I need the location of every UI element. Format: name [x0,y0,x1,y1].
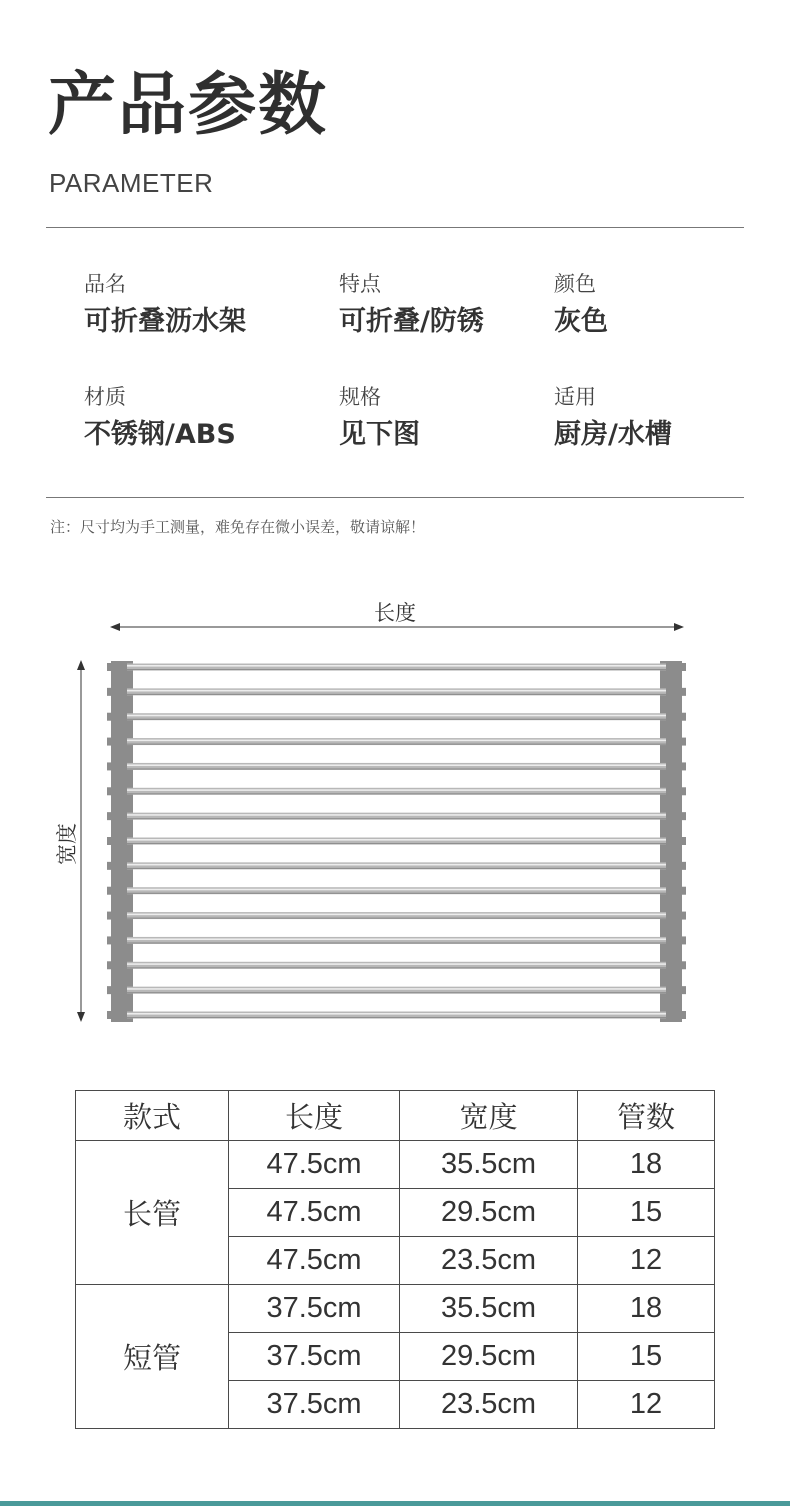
tube-shadow [127,918,666,919]
tube-shadow [127,669,666,670]
param-spec-value: 见下图 [339,419,420,450]
width-cell: 29.5cm [400,1333,578,1381]
drying-rack [107,661,686,1022]
length-cell: 37.5cm [229,1381,400,1429]
header-length: 长度 [229,1091,400,1141]
header-tubes: 管数 [578,1091,715,1141]
left-end-notch [107,986,113,994]
tube-shadow [127,868,666,869]
param-usage-label: 适用 [554,385,596,409]
left-end-notch [107,812,113,820]
tube-shadow [127,818,666,819]
tubes-cell: 18 [578,1141,715,1189]
tube-highlight [127,789,666,791]
tube-highlight [127,764,666,766]
table-row [76,1141,715,1189]
table-header-row [76,1091,715,1141]
right-end-notch [680,912,686,920]
bottom-accent-bar [0,1501,790,1506]
param-feature-value: 可折叠/防锈 [339,306,484,337]
tube-shadow [127,942,666,943]
length-cell: 47.5cm [229,1237,400,1285]
left-end-notch [107,862,113,870]
param-usage-value: 厨房/水槽 [554,419,672,450]
tubes-cell: 15 [578,1333,715,1381]
right-end-notch [680,713,686,721]
param-material-value: 不锈钢/ABS [84,419,236,450]
tube-shadow [127,768,666,769]
right-end-notch [680,1011,686,1019]
param-color-value: 灰色 [554,306,608,337]
width-arrow [77,660,85,1022]
spec-table [75,1090,715,1429]
tube-highlight [127,864,666,866]
left-end-notch [107,961,113,969]
spec-table-body [76,1091,715,1429]
tube-highlight [127,938,666,940]
param-feature-label: 特点 [339,272,381,296]
tubes-cell: 12 [578,1381,715,1429]
length-arrow [110,623,684,631]
width-cell: 35.5cm [400,1285,578,1333]
table-row [76,1285,715,1333]
tube-shadow [127,893,666,894]
right-end-notch [680,688,686,696]
tube-highlight [127,715,666,717]
header-width: 宽度 [400,1091,578,1141]
length-cell: 47.5cm [229,1189,400,1237]
width-cell: 23.5cm [400,1381,578,1429]
left-end-notch [107,837,113,845]
left-end-notch [107,887,113,895]
page-subtitle: PARAMETER [49,168,214,198]
length-cell: 37.5cm [229,1285,400,1333]
right-end-notch [680,812,686,820]
tube-highlight [127,740,666,742]
style-cell: 短管 [76,1285,229,1429]
param-name-value: 可折叠沥水架 [84,306,246,337]
right-end-notch [680,787,686,795]
tube-highlight [127,889,666,891]
tube-highlight [127,1013,666,1015]
tube-shadow [127,967,666,968]
tube-highlight [127,690,666,692]
tube-highlight [127,914,666,916]
right-end-notch [680,762,686,770]
right-end-notch [680,961,686,969]
tube-highlight [127,814,666,816]
param-spec-label: 规格 [339,385,381,409]
tubes-cell: 12 [578,1237,715,1285]
tube-shadow [127,1017,666,1018]
left-end-notch [107,787,113,795]
left-end-notch [107,738,113,746]
width-cell: 29.5cm [400,1189,578,1237]
tube-shadow [127,992,666,993]
header-style: 款式 [76,1091,229,1141]
page-title: 产品参数 [48,66,329,145]
left-end-notch [107,912,113,920]
right-end-notch [680,887,686,895]
right-end-notch [680,936,686,944]
width-dimension-label: 宽度 [55,823,79,865]
width-cell: 23.5cm [400,1237,578,1285]
right-end-notch [680,837,686,845]
tube-shadow [127,744,666,745]
measurement-note: 注：尺寸均为手工测量，难免存在微小误差，敬请谅解！ [50,518,426,536]
tube-shadow [127,694,666,695]
left-end-notch [107,936,113,944]
length-cell: 47.5cm [229,1141,400,1189]
tube-highlight [127,665,666,667]
width-cell: 35.5cm [400,1141,578,1189]
tube-highlight [127,963,666,965]
left-end-notch [107,663,113,671]
right-end-notch [680,738,686,746]
tube-shadow [127,719,666,720]
right-end-notch [680,986,686,994]
tubes-cell: 15 [578,1189,715,1237]
left-end-notch [107,713,113,721]
tubes-cell: 18 [578,1285,715,1333]
style-cell: 长管 [76,1141,229,1285]
length-cell: 37.5cm [229,1333,400,1381]
length-dimension-label: 长度 [374,601,416,625]
tube-highlight [127,839,666,841]
tube-shadow [127,793,666,794]
param-material-label: 材质 [84,385,126,409]
tube-highlight [127,988,666,990]
left-end-notch [107,762,113,770]
tube-shadow [127,843,666,844]
left-end-notch [107,688,113,696]
right-end-notch [680,663,686,671]
left-end-notch [107,1011,113,1019]
param-color-label: 颜色 [554,272,596,296]
right-end-notch [680,862,686,870]
param-name-label: 品名 [84,272,126,296]
